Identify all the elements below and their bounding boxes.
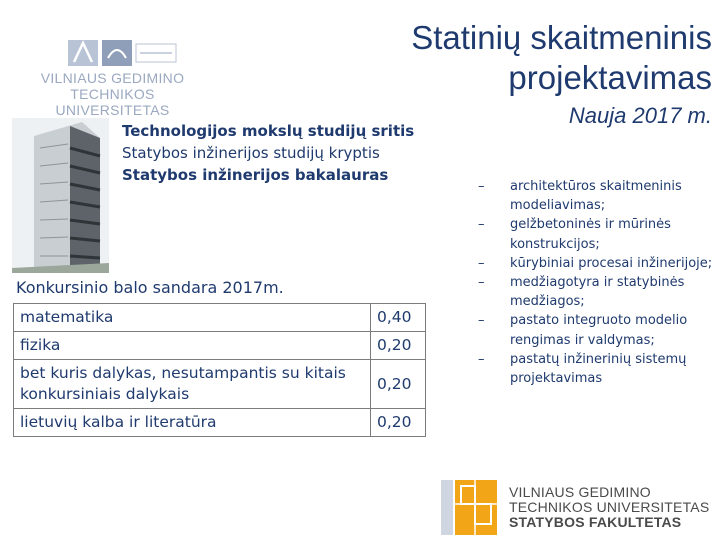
page-title [272, 18, 712, 98]
list-item [478, 311, 718, 349]
list-item [478, 254, 718, 273]
subject-cell: bet kuris dalykas, nesutampantis su kitais konkursiniais dalykais [14, 360, 371, 409]
year-note: Nauja 2017 m. [568, 103, 712, 128]
subject-cell: lietuvių kalba ir literatūra [14, 409, 371, 437]
program-info [122, 120, 414, 186]
weight-cell: 0,20 [371, 409, 426, 437]
weight-cell: 0,20 [371, 332, 426, 360]
faculty-emblem-icon [441, 480, 497, 535]
list-item [478, 177, 718, 215]
subject-cell: fizika [14, 332, 371, 360]
study-area: Technologijos mokslų studijų sritis [122, 122, 415, 140]
table-row [14, 360, 426, 409]
study-direction: Statybos inžinerijos studijų kryptis [122, 144, 380, 162]
subject-cell: matematika [14, 304, 371, 332]
dash-bullet: – [478, 217, 485, 233]
university-emblem-icon [68, 38, 178, 68]
table-row [14, 304, 426, 332]
title-line-1: Statinių skaitmeninis [411, 19, 712, 56]
topic-text: kūrybiniai procesai inžinerijoje; [510, 255, 713, 271]
table-row [14, 409, 426, 437]
logo-line-1: VILNIAUS GEDIMINO [40, 70, 185, 86]
dash-bullet: – [478, 255, 485, 271]
faculty-logo-line-2: TECHNIKOS UNIVERSITETAS [509, 499, 710, 515]
university-logo [20, 38, 205, 118]
topic-text: gelžbetoninės ir mūrinės konstrukcijos; [510, 217, 671, 252]
weight-cell: 0,40 [371, 304, 426, 332]
score-title: Konkursinio balo sandara 2017m. [16, 278, 284, 297]
dash-bullet: – [478, 351, 485, 367]
dash-bullet: – [478, 275, 485, 291]
list-item [478, 273, 718, 311]
topic-list [478, 177, 718, 388]
logo-line-2: TECHNIKOS UNIVERSITETAS [55, 86, 170, 118]
list-item [478, 350, 718, 388]
faculty-logo [433, 470, 720, 540]
topic-text: architektūros skaitmeninis modeliavimas; [510, 179, 682, 214]
topic-text: pastatų inžinerinių sistemų projektavimas [510, 351, 687, 387]
topic-text: pastato integruoto modelio rengimas ir valdymas; [510, 313, 688, 348]
building-photo [12, 118, 109, 273]
topic-text: medžiagotyra ir statybinės medžiagos; [510, 275, 685, 310]
faculty-logo-line-3: STATYBOS FAKULTETAS [509, 514, 682, 530]
title-line-2: projektavimas [508, 59, 712, 96]
faculty-logo-line-1: VILNIAUS GEDIMINO [509, 484, 651, 500]
list-item [478, 215, 718, 253]
dash-bullet: – [478, 313, 485, 329]
table-row [14, 332, 426, 360]
score-table [13, 303, 426, 437]
dash-bullet: – [478, 179, 485, 194]
weight-cell: 0,20 [371, 360, 426, 409]
degree: Statybos inžinerijos bakalauras [122, 166, 389, 184]
